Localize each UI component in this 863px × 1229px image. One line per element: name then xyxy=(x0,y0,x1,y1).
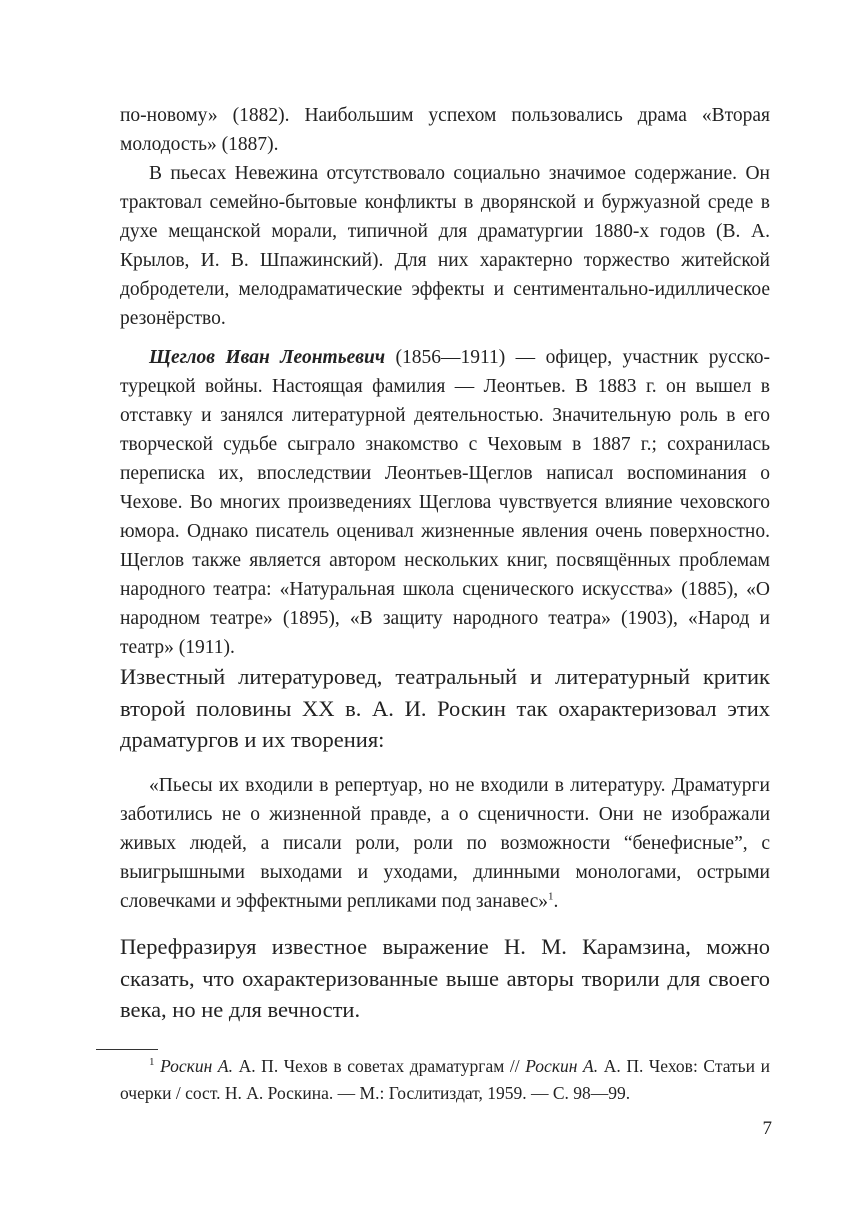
footnote-source: А. П. Чехов: Статьи и очерки / сост. Н. А. Роскина. — М.: Гослитиздат, 1959. — С. 98—99. xyxy=(120,1056,770,1103)
block-quote xyxy=(120,771,770,916)
footnote-divider xyxy=(96,1049,158,1050)
paragraph-text: по-новому» (1882). Наибольшим успехом пользовались драма «Вторая молодость» (1887). xyxy=(120,105,770,155)
paragraph-text: Перефразируя известное выражение Н. М. Карамзина, можно сказать, что охарактеризованные выше авторы творили для своего века, но не для вечности. xyxy=(120,934,770,1022)
footnote-author: Роскин А. xyxy=(160,1056,233,1076)
paragraph-text: В пьесах Невежина отсутствовало социально значимое содержание. Он трактовал семейно-бытовые конфликты в дворянской и буржуазной среде в духе мещанской морали, типичной для драматургии 1880-х годов (В. А. Крылов, И. В. Шпажинский). Для них характерно торжество житейской добродетели, мелодраматические эффекты и сентиментально-идиллическое резонёрство. xyxy=(120,163,770,329)
quote-body: «Пьесы их входили в репертуар, но не входили в литературу. Драматурги заботились не о жизненной правде, а о сценичности. Они не изображали живых людей, а писали роли, роли по возможности “бенефисные”, с выигрышными выходами и уходами, длинными монологами, острыми словечками и эффектными репликами под занавес» xyxy=(120,775,770,912)
paragraph-text: Известный литературовед, театральный и литературный критик второй половины XX в. А. И. Роскин так охарактеризовал этих драматургов и их творения: xyxy=(120,664,770,752)
footnote xyxy=(120,1053,770,1107)
paragraph-shcheglov xyxy=(120,343,770,662)
paragraph-roskin-intro xyxy=(120,661,770,756)
paragraph-conclusion xyxy=(120,931,770,1026)
page-number: 7 xyxy=(762,1118,772,1139)
paragraph-text xyxy=(120,343,770,662)
footnote-text xyxy=(120,1053,770,1107)
paragraph-continuation xyxy=(120,101,770,159)
footnote-title: А. П. Чехов в советах драматургам // xyxy=(232,1056,526,1076)
footnote-author: Роскин А. xyxy=(525,1056,599,1076)
footnote-reference[interactable]: 1 xyxy=(548,890,554,903)
author-name: Щеглов Иван Леонтьевич xyxy=(149,347,386,368)
quote-text: «Пьесы их входили в репертуар, но не входили в литературу. Драматурги заботились не о жизненной правде, а о сценичности. Они не изображали живых людей, а писали роли, роли по возможности “бенефисные”, с выигрышными выходами и уходами, длинными монологами, острыми словечками и эффектными репликами под занавес»$^1$. xyxy=(120,775,770,912)
paragraph-nevezhin xyxy=(120,159,770,333)
footnote-mark: 1 xyxy=(149,1056,155,1069)
author-bio: (1856—1911) — офицер, участник русско-турецкой войны. Настоящая фамилия — Леонтьев. В 1883 г. он вышел в отставку и занялся литературной деятельностью. Значительную роль в его творческой судьбе сыграло знакомство с Чеховым в 1887 г.; сохранилась переписка их, впоследствии Леонтьев-Щеглов написал воспоминания о Чехове. Во многих произведениях Щеглова чувствуется влияние чеховского юмора. Однако писатель оценивал жизненные явления очень поверхностно. Щеглов также является автором нескольких книг, посвящённых проблемам народного театра: «Натуральная школа сценического искусства» (1885), «О народном театре» (1895), «В защиту народного театра» (1903), «Народ и театр» (1911). xyxy=(120,347,770,658)
